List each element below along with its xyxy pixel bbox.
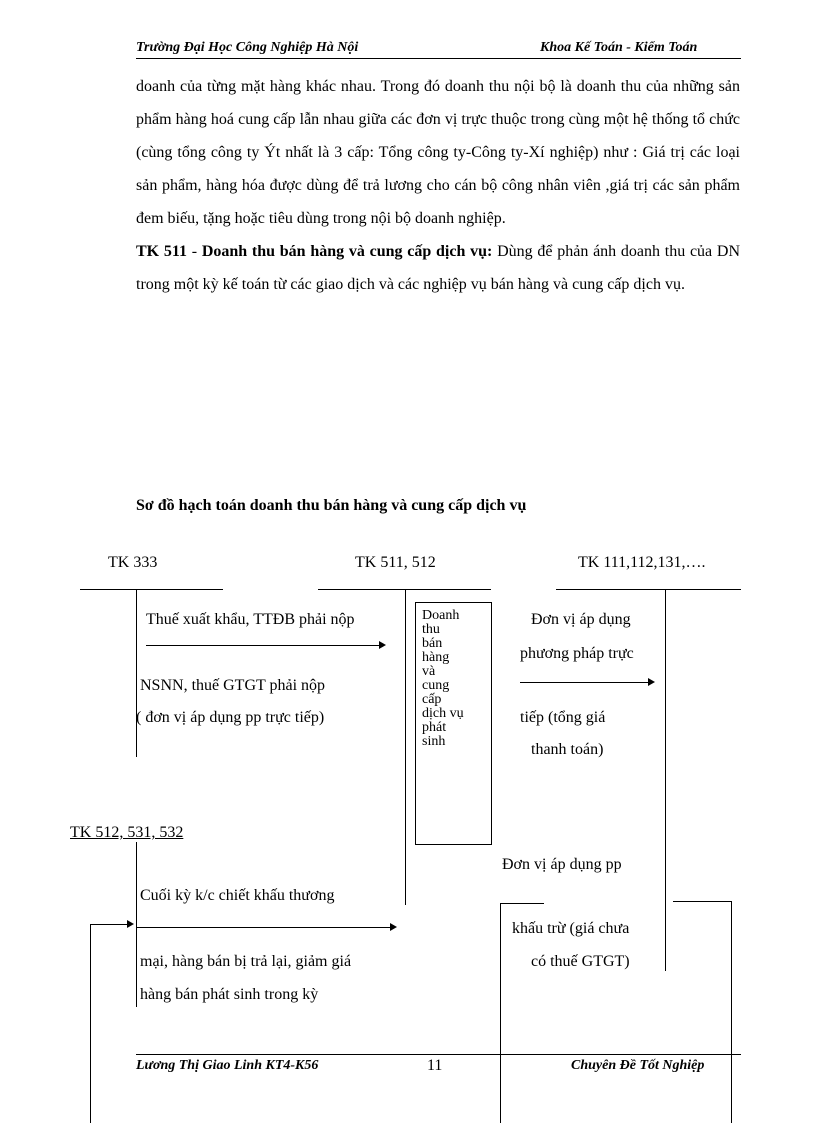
revenue-box <box>415 602 492 845</box>
tk511-text: Dùng để phản ánh doanh thu của DN trong một kỳ kế toán từ các giao dịch và các nghiệp vụ bán hàng và cung cấp dịch vụ. <box>136 243 741 293</box>
page-number: 11 <box>427 1057 443 1074</box>
header-faculty: Khoa Kế Toán - Kiểm Toán <box>540 40 698 55</box>
far-right-connector-vline <box>731 901 732 1123</box>
direct-label-4: thanh toán) <box>531 741 604 758</box>
deduct-label-1: Đơn vị áp dụng pp <box>502 856 622 873</box>
body-text <box>136 70 740 301</box>
deduct-label-2: khấu trừ (giá chưa <box>512 920 630 937</box>
account-tk512-531-532: TK 512, 531, 532 <box>70 824 184 841</box>
footer-rule <box>136 1054 741 1055</box>
tk511-sep: - <box>186 243 202 260</box>
tk111-vline <box>665 589 666 971</box>
paragraph-tk511 <box>136 235 740 301</box>
closing-label-2: mại, hàng bán bị trả lại, giảm giá <box>140 953 352 970</box>
direct-label-3: tiếp (tổng giá <box>520 709 606 726</box>
box-line: bán <box>422 636 443 651</box>
direct-label-1: Đơn vị áp dụng <box>531 611 631 628</box>
arrow-into-tk512 <box>90 924 132 925</box>
direct-label-2: phương pháp trực <box>520 645 634 662</box>
arrow-revenue-to-cash <box>520 682 653 683</box>
tax-label-3: ( đơn vị áp dụng pp trực tiếp) <box>136 709 325 726</box>
tk511-label: TK 511 <box>136 243 187 260</box>
right-connector-vline <box>500 903 501 1123</box>
box-line: cấp <box>422 692 442 707</box>
arrow-tax-to-revenue <box>146 645 384 646</box>
tk333-vline <box>136 589 137 757</box>
account-tk333: TK 333 <box>108 554 158 571</box>
account-tk511-512: TK 511, 512 <box>355 554 436 571</box>
account-tk111: TK 111,112,131,…. <box>578 554 706 571</box>
tax-label-1: Thuế xuất khẩu, TTĐB phải nộp <box>146 611 355 628</box>
tax-label-2: NSNN, thuế GTGT phải nộp <box>140 677 326 694</box>
closing-label-1: Cuối kỳ k/c chiết khấu thương <box>140 887 335 904</box>
left-connector-vline <box>90 924 91 1123</box>
deduct-label-3: có thuế GTGT) <box>531 953 630 970</box>
footer-title: Chuyên Đề Tốt Nghiệp <box>571 1058 705 1073</box>
right-connector-top <box>500 903 544 904</box>
tk511-vline <box>405 589 406 905</box>
box-line: và <box>422 664 436 679</box>
box-line: dịch vụ <box>422 706 464 721</box>
box-line: cung <box>422 678 450 693</box>
header-school: Trường Đại Học Công Nghiệp Hà Nội <box>136 40 359 55</box>
tk512-vline <box>136 842 137 1007</box>
box-line: thu <box>422 622 440 637</box>
far-right-connector-top <box>673 901 731 902</box>
tk511-title: Doanh thu bán hàng và cung cấp dịch vụ: <box>201 243 493 260</box>
box-line: Doanh <box>422 608 460 623</box>
diagram-title: Sơ đồ hạch toán doanh thu bán hàng và cung cấp dịch vụ <box>136 497 527 514</box>
footer-author: Lương Thị Giao Linh KT4-K56 <box>136 1058 319 1073</box>
box-line: phát <box>422 720 447 735</box>
tk333-hline <box>80 589 223 590</box>
arrow-closing-transfer <box>136 927 395 928</box>
header-rule <box>136 58 741 59</box>
closing-label-3: hàng bán phát sinh trong kỳ <box>140 986 319 1003</box>
tk111-hline <box>556 589 741 590</box>
box-line: sinh <box>422 734 446 749</box>
paragraph-1: doanh của từng mặt hàng khác nhau. Trong đó doanh thu nội bộ là doanh thu của những sản phẩm hàng hoá cung cấp lẫn nhau giữa các đơn vị trực thuộc trong cùng một hệ thống tổ chức (cùng tổng công ty Ýt nhất là 3 cấp: Tổng công ty-Công ty-Xí nghiệp) như : Giá trị các loại sản phẩm, hàng hóa được dùng để trả lương cho cán bộ công nhân viên ,giá trị các sản phẩm đem biếu, tặng hoặc tiêu dùng trong nội bộ doanh nghiệp. <box>136 78 740 227</box>
box-line: hàng <box>422 650 450 665</box>
